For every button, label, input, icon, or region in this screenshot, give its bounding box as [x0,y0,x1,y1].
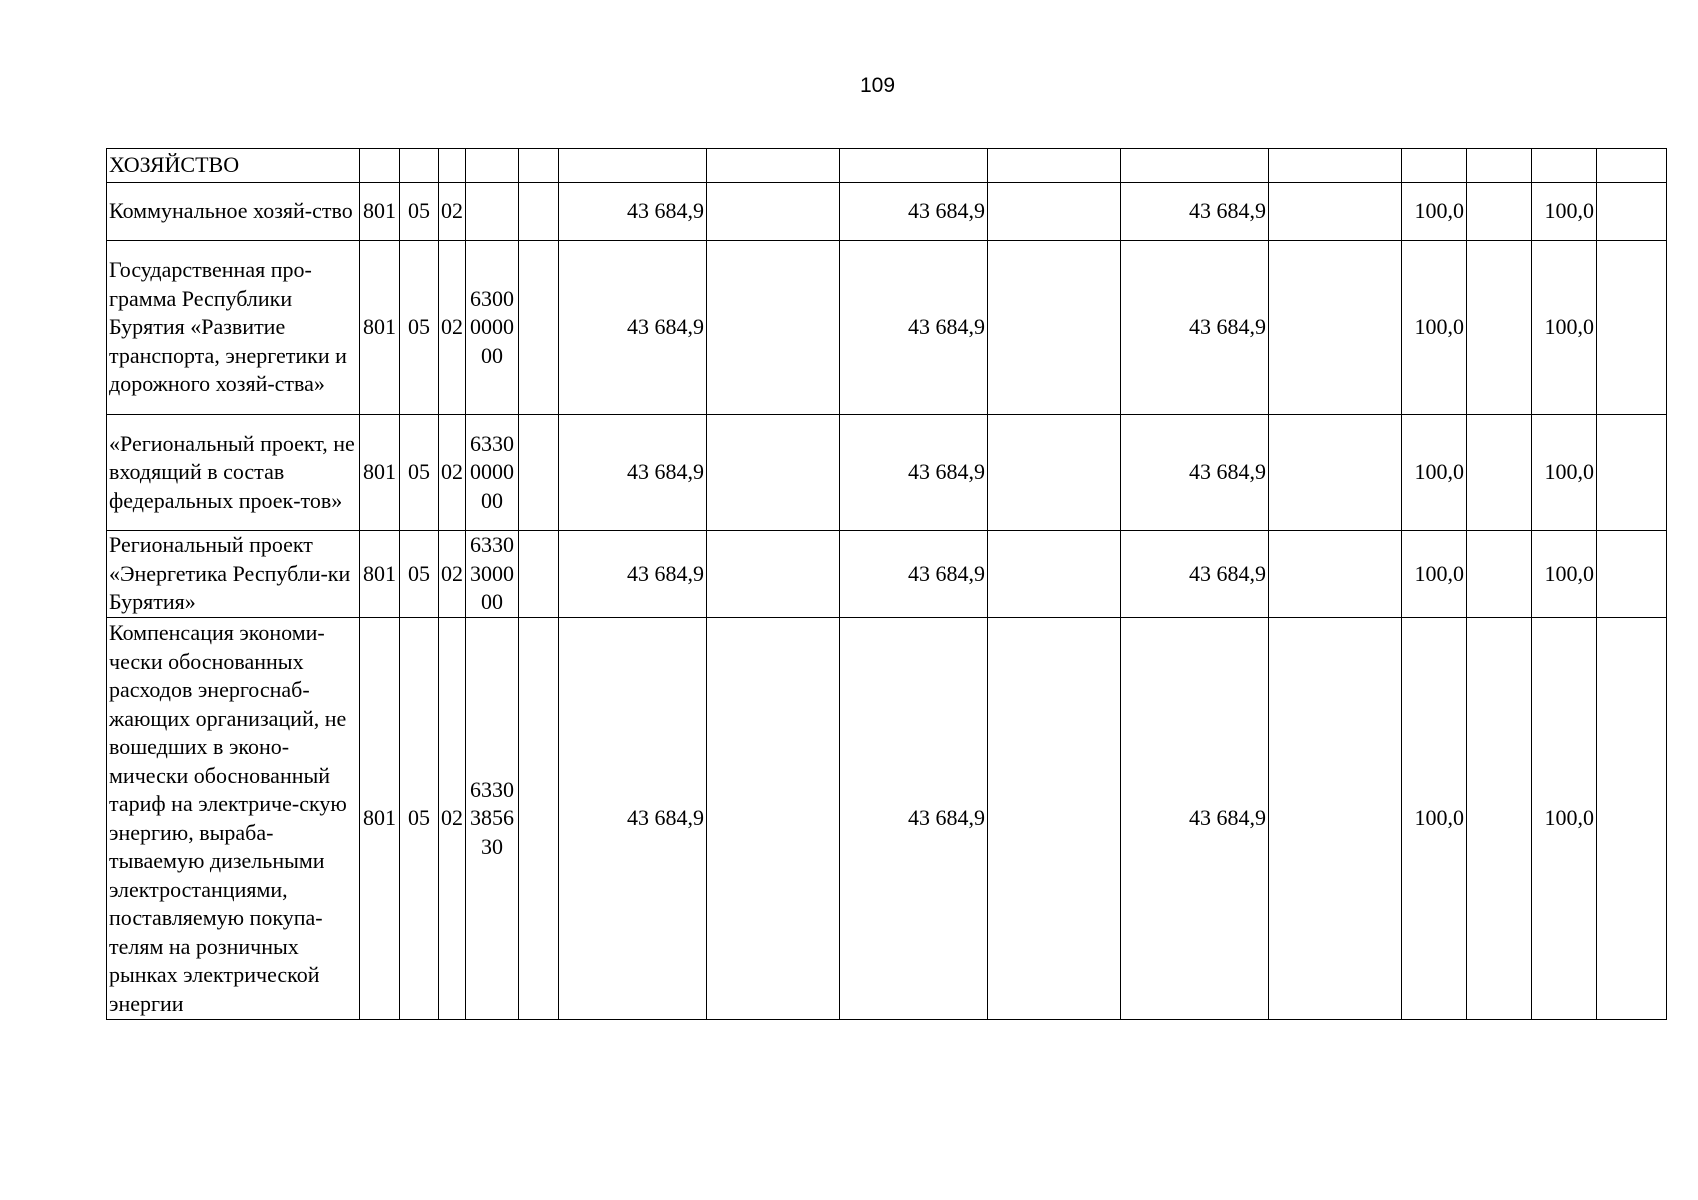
ved-code: 801 [360,241,400,415]
sum-3 [1121,149,1269,183]
sum-2: 43 684,9 [840,531,988,618]
sum-1: 43 684,9 [559,183,707,241]
rz-code: 05 [400,183,439,241]
csr-line: 30 [481,833,503,859]
sum-2: 43 684,9 [840,241,988,415]
empty-cell [1467,183,1532,241]
table-row [107,531,1667,618]
csr-line: 6330 [470,430,514,456]
pr-code: 02 [439,618,466,1020]
csr-code [466,183,519,241]
csr-line: 00 [481,487,503,513]
row-name: Коммунальное хозяй-ство [107,183,360,241]
empty-cell [1597,618,1667,1020]
empty-cell [707,241,840,415]
rz-code [400,149,439,183]
sum-2 [840,149,988,183]
table-row [107,149,1667,183]
row-name: Компенсация экономи-чески обоснованных расходов энергоснаб-жающих организаций, не вошедших в эконо-мически обоснованный тариф на электриче-скую энергию, выраба-тываемую дизельными электростанциями, поставляемую покупа-телям на розничных рынках электрической энергии [107,618,360,1020]
table-row [107,241,1667,415]
ved-code: 801 [360,531,400,618]
rz-code: 05 [400,618,439,1020]
empty-cell [1467,149,1532,183]
csr-line: 00 [481,589,503,615]
sum-3: 43 684,9 [1121,415,1269,531]
csr-code [466,415,519,531]
csr-line: 3000 [470,560,514,586]
sum-1: 43 684,9 [559,618,707,1020]
csr-code [466,149,519,183]
empty-cell [988,618,1121,1020]
sum-3: 43 684,9 [1121,241,1269,415]
ved-code: 801 [360,415,400,531]
empty-cell [1597,241,1667,415]
empty-cell [1597,183,1667,241]
page-number: 109 [859,74,896,97]
percent-2: 100,0 [1532,183,1597,241]
sum-1: 43 684,9 [559,241,707,415]
percent-1 [1402,149,1467,183]
empty-cell [707,531,840,618]
empty-cell [1597,415,1667,531]
sum-1 [559,149,707,183]
empty-cell [1467,241,1532,415]
csr-line: 00 [481,342,503,368]
csr-code [466,241,519,415]
rz-code: 05 [400,531,439,618]
pr-code: 02 [439,241,466,415]
empty-cell [707,149,840,183]
empty-cell [707,183,840,241]
percent-2: 100,0 [1532,618,1597,1020]
empty-cell [1269,183,1402,241]
empty-cell [1467,618,1532,1020]
budget-table [106,148,1667,1020]
sum-3: 43 684,9 [1121,618,1269,1020]
sum-1: 43 684,9 [559,415,707,531]
empty-cell [1467,415,1532,531]
vr-code [519,618,559,1020]
empty-cell [988,531,1121,618]
pr-code: 02 [439,531,466,618]
rz-code: 05 [400,415,439,531]
empty-cell [1597,531,1667,618]
empty-cell [1269,618,1402,1020]
empty-cell [988,241,1121,415]
pr-code: 02 [439,183,466,241]
csr-line: 6300 [470,285,514,311]
empty-cell [707,415,840,531]
empty-cell [1269,531,1402,618]
sum-2: 43 684,9 [840,618,988,1020]
sum-1: 43 684,9 [559,531,707,618]
csr-line: 6330 [470,776,514,802]
row-name: Государственная про-грамма Республики Бурятия «Развитие транспорта, энергетики и дорожного хозяй-ства» [107,241,360,415]
percent-2 [1532,149,1597,183]
vr-code [519,241,559,415]
table-row [107,618,1667,1020]
percent-1: 100,0 [1402,241,1467,415]
csr-line: 6330 [470,532,514,558]
percent-1: 100,0 [1402,415,1467,531]
empty-cell [1597,149,1667,183]
csr-line: 0000 [470,459,514,485]
empty-cell [1467,531,1532,618]
vr-code [519,531,559,618]
sum-3: 43 684,9 [1121,183,1269,241]
percent-2: 100,0 [1532,415,1597,531]
percent-1: 100,0 [1402,531,1467,618]
empty-cell [988,149,1121,183]
csr-line: 0000 [470,314,514,340]
pr-code [439,149,466,183]
row-name: «Региональный проект, не входящий в состав федеральных проек-тов» [107,415,360,531]
ved-code: 801 [360,618,400,1020]
vr-code [519,183,559,241]
vr-code [519,415,559,531]
sum-2: 43 684,9 [840,415,988,531]
percent-1: 100,0 [1402,618,1467,1020]
empty-cell [707,618,840,1020]
empty-cell [988,183,1121,241]
table-row [107,415,1667,531]
empty-cell [1269,415,1402,531]
ved-code: 801 [360,183,400,241]
csr-code [466,531,519,618]
vr-code [519,149,559,183]
csr-line: 3856 [470,805,514,831]
percent-1: 100,0 [1402,183,1467,241]
ved-code [360,149,400,183]
row-name: Региональный проект «Энергетика Республи-ки Бурятия» [107,531,360,618]
csr-code [466,618,519,1020]
empty-cell [988,415,1121,531]
table-row [107,183,1667,241]
percent-2: 100,0 [1532,531,1597,618]
rz-code: 05 [400,241,439,415]
percent-2: 100,0 [1532,241,1597,415]
sum-2: 43 684,9 [840,183,988,241]
empty-cell [1269,241,1402,415]
sum-3: 43 684,9 [1121,531,1269,618]
empty-cell [1269,149,1402,183]
row-name: ХОЗЯЙСТВО [107,149,360,183]
pr-code: 02 [439,415,466,531]
